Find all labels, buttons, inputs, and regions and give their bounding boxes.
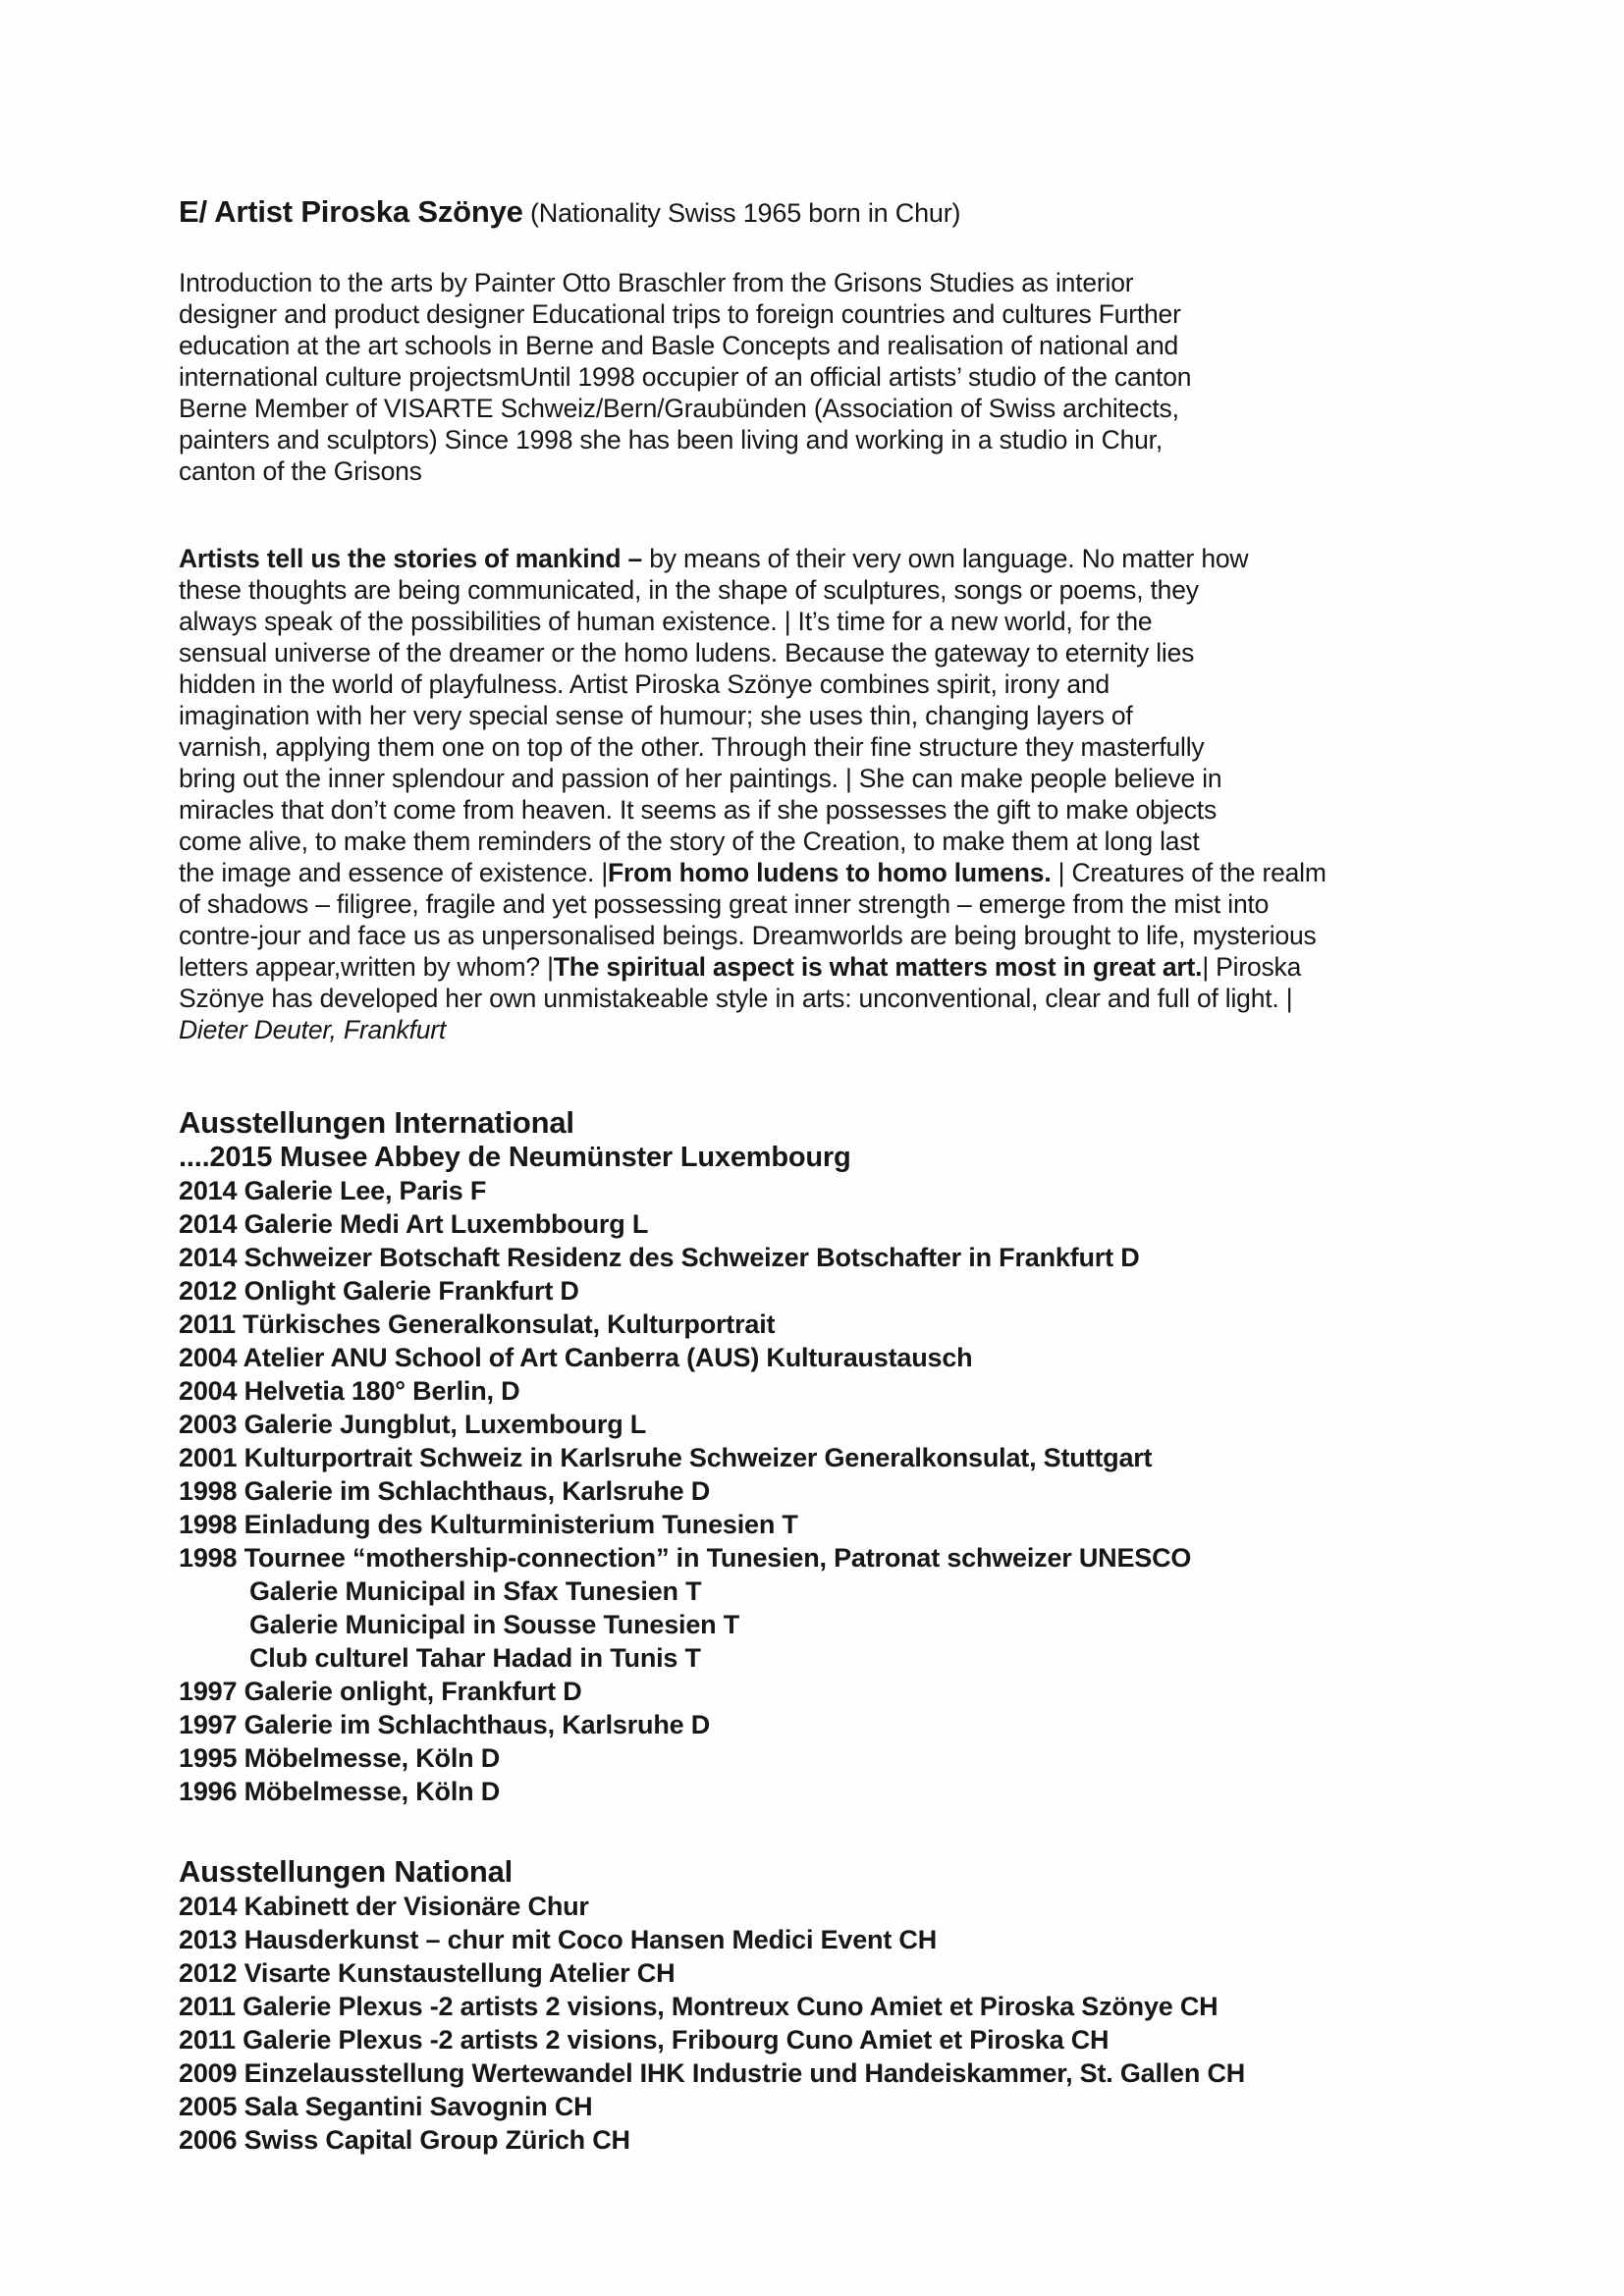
statement-text-run: letters appear,written by whom? | (179, 952, 554, 982)
statement-bold-run: From homo ludens to homo lumens. (608, 858, 1052, 887)
intro-paragraph (179, 267, 1450, 487)
artist-statement-paragraph (179, 543, 1450, 1045)
national-heading: Ausstellungen National (179, 1854, 514, 1889)
statement-text-run: by means of their very own language. No matter how (649, 544, 1249, 573)
exhibition-item: 1998 Tournee “mothership-connection” in Tunesien, Patronat schweizer UNESCO (179, 1543, 1192, 1573)
exhibition-item: 2014 Kabinett der Visionäre Chur (179, 1892, 589, 1921)
statement-text-run: miracles that don’t come from heaven. It seems as if she possesses the gift to make objects (179, 795, 1218, 825)
statement-text-run: sensual universe of the dreamer or the homo ludens. Because the gateway to eternity lies (179, 638, 1195, 667)
exhibition-item: 1998 Galerie im Schlachthaus, Karlsruhe D (179, 1476, 711, 1506)
exhibition-item: 2011 Galerie Plexus -2 artists 2 visions, Fribourg Cuno Amiet et Piroska CH (179, 2025, 1110, 2055)
exhibition-item: 2014 Galerie Lee, Paris F (179, 1176, 487, 1205)
exhibition-item: 2004 Helvetia 180° Berlin, D (179, 1376, 520, 1406)
exhibition-item: Club culturel Tahar Hadad in Tunis T (249, 1643, 701, 1673)
statement-text-run: hidden in the world of playfulness. Artist Piroska Szönye combines spirit, irony and (179, 669, 1110, 699)
exhibition-item: 2005 Sala Segantini Savognin CH (179, 2092, 593, 2121)
statement-text-run: | Piroska (1202, 952, 1302, 982)
statement-text-run: bring out the inner splendour and passion of her paintings. | She can make people believe in (179, 764, 1222, 793)
statement-text-run: of shadows – filigree, fragile and yet possessing great inner strength – emerge from the mist into (179, 889, 1270, 919)
exhibition-item: 1998 Einladung des Kulturministerium Tunesien T (179, 1510, 798, 1539)
exhibition-item: 2012 Onlight Galerie Frankfurt D (179, 1276, 579, 1306)
statement-text-run: always speak of the possibilities of human existence. | It’s time for a new world, for the (179, 607, 1153, 636)
exhibition-item-featured: ....2015 Musee Abbey de Neumünster Luxembourg (179, 1142, 851, 1173)
statement-text-run: come alive, to make them reminders of the story of the Creation, to make them at long last (179, 827, 1200, 856)
exhibition-item: 2012 Visarte Kunstaustellung Atelier CH (179, 1958, 676, 1988)
exhibition-item: 2013 Hausderkunst – chur mit Coco Hansen Medici Event CH (179, 1925, 938, 1954)
exhibition-item: 2009 Einzelausstellung Wertewandel IHK Industrie und Handeiskammer, St. Gallen CH (179, 2058, 1246, 2088)
exhibition-item: Galerie Municipal in Sousse Tunesien T (249, 1610, 740, 1639)
exhibition-item: Galerie Municipal in Sfax Tunesien T (249, 1576, 702, 1606)
statement-text-run: these thoughts are being communicated, in the shape of sculptures, songs or poems, they (179, 575, 1199, 605)
intro-line: Berne Member of VISARTE Schweiz/Bern/Graubünden (Association of Swiss architects, (179, 394, 1179, 423)
statement-text-run: contre-jour and face us as unpersonalised beings. Dreamworlds are being brought to life, mysterious (179, 921, 1317, 950)
statement-text-run: imagination with her very special sense of humour; she uses thin, changing layers of (179, 701, 1133, 730)
statement-text-run: | Creatures of the realm (1051, 858, 1326, 887)
artist-nationality-text: (Nationality Swiss 1965 born in Chur) (529, 198, 961, 228)
intro-line: painters and sculptors) Since 1998 she has been living and working in a studio in Chur, (179, 425, 1163, 454)
intro-line: Introduction to the arts by Painter Otto Braschler from the Grisons Studies as interior (179, 268, 1134, 297)
intro-line: canton of the Grisons (179, 456, 422, 486)
exhibition-item: 2011 Galerie Plexus -2 artists 2 visions, Montreux Cuno Amiet et Piroska Szönye CH (179, 1992, 1218, 2021)
exhibition-item: 1995 Möbelmesse, Köln D (179, 1743, 501, 1773)
document-content (179, 193, 1450, 2157)
exhibition-item: 2014 Schweizer Botschaft Residenz des Schweizer Botschafter in Frankfurt D (179, 1243, 1140, 1272)
exhibition-item: 1997 Galerie onlight, Frankfurt D (179, 1677, 582, 1706)
exhibition-item: 2011 Türkisches Generalkonsulat, Kulturportrait (179, 1309, 776, 1339)
intro-line: education at the art schools in Berne and Basle Concepts and realisation of national and (179, 331, 1179, 360)
page-title (179, 193, 1450, 232)
section-exhibitions-national (179, 1853, 1450, 2157)
exhibition-item: 2006 Swiss Capital Group Zürich CH (179, 2125, 630, 2155)
exhibition-item: 2003 Galerie Jungblut, Luxembourg L (179, 1410, 647, 1439)
artist-nationality-note (523, 198, 961, 228)
section-exhibitions-international (179, 1104, 1450, 1808)
exhibition-item: 1996 Möbelmesse, Köln D (179, 1777, 501, 1806)
intro-line: international culture projectsmUntil 1998 occupier of an official artists’ studio of the canton (179, 362, 1192, 392)
exhibition-item: 1997 Galerie im Schlachthaus, Karlsruhe D (179, 1710, 711, 1739)
artist-name: E/ Artist Piroska Szönye (179, 194, 523, 229)
international-exhibition-list (179, 1174, 1450, 1808)
statement-italic-run: Dieter Deuter, Frankfurt (179, 1015, 447, 1044)
statement-text-run: Szönye has developed her own unmistakeable style in arts: unconventional, clear and full of light. | (179, 984, 1293, 1013)
exhibition-item: 2001 Kulturportrait Schweiz in Karlsruhe Schweizer Generalkonsulat, Stuttgart (179, 1443, 1153, 1472)
statement-bold-run: The spiritual aspect is what matters most in great art. (553, 952, 1203, 982)
statement-text-run: the image and essence of existence. | (179, 858, 609, 887)
statement-text-run: varnish, applying them one on top of the other. Through their fine structure they masterfully (179, 732, 1205, 762)
national-exhibition-list (179, 1890, 1450, 2157)
exhibition-item: 2014 Galerie Medi Art Luxembbourg L (179, 1209, 649, 1239)
statement-bold-run: Artists tell us the stories of mankind – (179, 544, 650, 573)
intro-line: designer and product designer Educational trips to foreign countries and cultures Further (179, 299, 1181, 329)
international-heading: Ausstellungen International (179, 1105, 574, 1140)
exhibition-item: 2004 Atelier ANU School of Art Canberra (AUS) Kulturaustausch (179, 1343, 973, 1372)
